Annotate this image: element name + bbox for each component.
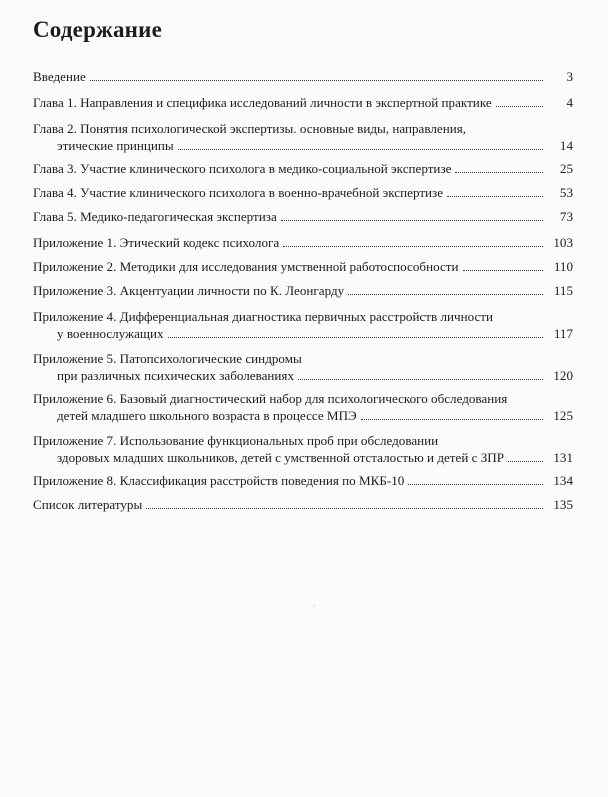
toc-entry[interactable] — [33, 432, 573, 466]
toc-entry[interactable] — [33, 208, 573, 225]
toc-entry-title: здоровых младших школьников, детей с умственной отсталостью и детей с ЗПР — [57, 450, 505, 465]
dot-leader — [146, 508, 543, 509]
dot-leader — [348, 294, 543, 295]
toc-entry[interactable] — [33, 472, 573, 489]
toc-page-number: 120 — [553, 368, 573, 383]
toc-entry-title: Глава 4. Участие клинического психолога в военно-врачебной экспертизе — [33, 185, 444, 200]
toc-page-number: 3 — [566, 69, 573, 84]
toc-entry[interactable] — [33, 496, 573, 513]
dot-leader — [298, 379, 543, 380]
toc-page-number: 131 — [553, 450, 573, 465]
toc-entry[interactable] — [33, 350, 573, 384]
toc-page-number: 25 — [559, 161, 573, 176]
toc-entry-title: Приложение 7. Использование функциональных проб при обследовании — [33, 433, 439, 448]
toc-entry-title: Приложение 8. Классификация расстройств поведения по МКБ-10 — [33, 473, 405, 488]
toc-entry-title: Приложение 2. Методики для исследования умственной работоспособности — [33, 259, 459, 274]
dot-leader — [508, 461, 543, 462]
dot-leader — [447, 196, 543, 197]
toc-page-number: 117 — [553, 326, 573, 341]
toc-page-number: 134 — [553, 473, 573, 488]
toc-entry-title: Глава 3. Участие клинического психолога в медико-социальной экспертизе — [33, 161, 452, 176]
toc-entry-title: детей младшего школьного возраста в процессе МПЭ — [57, 408, 357, 423]
faint-mark: · — [312, 598, 318, 615]
toc-entry[interactable] — [33, 234, 573, 251]
toc-entry-title: Глава 2. Понятия психологической экспертизы. основные виды, направления, — [33, 121, 467, 136]
toc-page-number: 115 — [553, 283, 573, 298]
toc-entry[interactable] — [33, 282, 573, 299]
toc-page-number: 4 — [566, 95, 573, 110]
toc-entry[interactable] — [33, 390, 573, 424]
dot-leader — [496, 106, 543, 107]
toc-entry-title: Глава 1. Направления и специфика исследований личности в экспертной практике — [33, 95, 492, 110]
dot-leader — [281, 220, 543, 221]
toc-entry[interactable] — [33, 258, 573, 275]
toc-entry-title: Приложение 5. Патопсихологические синдромы — [33, 351, 302, 366]
toc-entry[interactable] — [33, 68, 573, 85]
dot-leader — [283, 246, 543, 247]
toc-entry-title: Список литературы — [33, 497, 143, 512]
toc-entry-title: при различных психических заболеваниях — [57, 368, 294, 383]
toc-page-number: 135 — [553, 497, 573, 512]
toc-page-number: 14 — [559, 138, 573, 153]
toc-entry-title: у военнослужащих — [57, 326, 164, 341]
dot-leader — [361, 419, 543, 420]
dot-leader — [168, 337, 543, 338]
toc-entry-title: Приложение 6. Базовый диагностический набор для психологического обследования — [33, 391, 508, 406]
toc-entry-title: Приложение 4. Дифференциальная диагностика первичных расстройств личности — [33, 309, 494, 324]
dot-leader — [90, 80, 543, 81]
toc-entry-title: Приложение 1. Этический кодекс психолога — [33, 235, 280, 250]
toc-entry-title: этические принципы — [57, 138, 174, 153]
toc-entry[interactable] — [33, 120, 573, 154]
dot-leader — [463, 270, 544, 271]
toc-entry-title: Приложение 3. Акцентуации личности по К. Леонгарду — [33, 283, 345, 298]
toc-entry[interactable] — [33, 160, 573, 177]
dot-leader — [178, 149, 543, 150]
toc-entry[interactable] — [33, 94, 573, 111]
toc-entry[interactable] — [33, 184, 573, 201]
toc-page-number: 125 — [553, 408, 573, 423]
dot-leader — [455, 172, 543, 173]
page-title: Содержание — [33, 17, 162, 42]
toc-page-number: 103 — [553, 235, 573, 250]
toc-entry-title: Глава 5. Медико-педагогическая экспертиза — [33, 209, 277, 224]
toc-page-number: 53 — [559, 185, 573, 200]
toc-entry-title: Введение — [33, 69, 86, 84]
toc-entry[interactable] — [33, 308, 573, 342]
dot-leader — [408, 484, 543, 485]
toc-page-number: 73 — [559, 209, 573, 224]
toc-page-number: 110 — [553, 259, 573, 274]
